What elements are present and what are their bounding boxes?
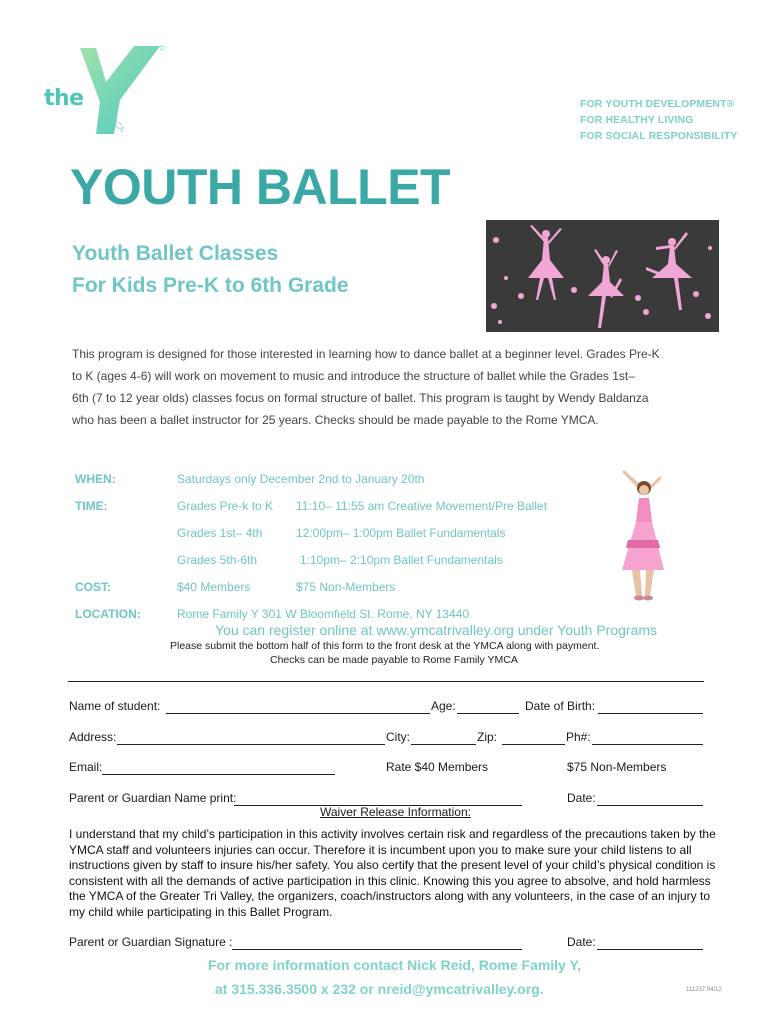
email-label: Email: — [69, 760, 103, 774]
cost-label: COST: — [75, 580, 111, 594]
tagline-healthy-living: FOR HEALTHY LIVING — [580, 114, 694, 126]
signature-field[interactable] — [232, 949, 522, 950]
date-field[interactable] — [597, 805, 703, 806]
age-label: Age: — [431, 699, 456, 713]
time-grade-2: Grades 1st– 4th — [177, 526, 263, 540]
form-code: 111237 04/12 — [686, 987, 722, 993]
dob-label: Date of Birth: — [525, 699, 596, 713]
rate-members: Rate $40 Members — [386, 760, 489, 774]
register-online-link[interactable]: You can register online at www.ymcatrivalley.org under Youth Programs — [215, 622, 658, 638]
time-slot-3: 1:10pm– 2:10pm Ballet Fundamentals — [300, 553, 503, 567]
when-label: WHEN: — [75, 472, 116, 486]
zip-label: Zip: — [477, 730, 498, 744]
address-field[interactable] — [117, 744, 385, 745]
subtitle-classes: Youth Ballet Classes — [72, 242, 279, 265]
girl-dancer-photo — [612, 470, 672, 605]
age-field[interactable] — [457, 713, 519, 714]
phone-label: Ph#: — [566, 730, 591, 744]
student-name-field[interactable] — [166, 713, 430, 714]
waiver-text: I understand that my child’s participation in this activity involves certain risk and regardless of the precautions taken by the YMCA staff and volunteers injuries can occur. Therefore it is incumbent upon you to make sure your child listens to all instructions given by staff to insure his/her safety. You also certify that the present level of your child’s physical condition is consistent with all the demands of active participation in this clinic. Knowing this you agree to absolve, and hold harmless the YMCA of the Greater Tri Valley, the organizers, coach/instructors along with any volunteers, in the case of an injury to my child while participating in this Ballet Program. — [69, 827, 716, 919]
date-label: Date: — [567, 791, 596, 805]
city-field[interactable] — [411, 744, 476, 745]
logo-text-ymca: YMCA — [104, 110, 127, 135]
logo-text-the: the — [44, 86, 84, 111]
tagline-social-responsibility: FOR SOCIAL RESPONSIBILITY — [580, 130, 738, 142]
address-label: Address: — [69, 730, 117, 744]
tagline-youth-development: FOR YOUTH DEVELOPMENT® — [580, 98, 735, 110]
guardian-print-label: Parent or Guardian Name print: — [69, 791, 237, 805]
zip-field[interactable] — [502, 744, 565, 745]
location-label: LOCATION: — [75, 607, 141, 621]
time-slot-1: 11:10– 11:55 am Creative Movement/Pre Ballet — [296, 499, 548, 513]
cost-nonmembers: $75 Non-Members — [296, 580, 396, 594]
student-name-label: Name of student: — [69, 699, 161, 713]
program-description: This program is designed for those interested in learning how to dance ballet at a beginner level. Grades Pre-K to K (ages 4-6) will work on movement to music and introduce the structure of ballet while the Grades 1st– 6th (7 to 12 year olds) classes focus on formal structure of ballet. This program is taught by Wendy Baldanza who has been a ballet instructor for 25 years. Checks should be made payable to the Rome YMCA. — [72, 347, 660, 427]
city-label: City: — [386, 730, 410, 744]
dob-field[interactable] — [598, 713, 703, 714]
checks-note: Checks can be made payable to Rome Family YMCA — [270, 654, 518, 666]
ballerina-silhouette-panel — [486, 220, 719, 332]
date2-field[interactable] — [597, 949, 703, 950]
form-divider — [68, 681, 704, 682]
time-grade-1: Grades Pre-k to K — [177, 499, 274, 513]
location-value: Rome Family Y 301 W Bloomfield St. Rome, NY 13440 — [177, 607, 470, 621]
waiver-heading: Waiver Release Information: — [320, 805, 471, 819]
time-label: TIME: — [75, 499, 108, 513]
phone-field[interactable] — [592, 744, 703, 745]
email-field[interactable] — [102, 774, 335, 775]
rate-nonmembers: $75 Non-Members — [567, 760, 667, 774]
page-title: YOUTH BALLET — [70, 159, 451, 215]
submit-note: Please submit the bottom half of this form to the front desk at the YMCA along with payment. — [170, 640, 600, 652]
contact-line-1: For more information contact Nick Reid, Rome Family Y, — [208, 957, 582, 973]
date2-label: Date: — [567, 935, 596, 949]
time-grade-3: Grades 5th-6th — [177, 553, 258, 567]
contact-line-2[interactable]: at 315.336.3500 x 232 or nreid@ymcatrivalley.org. — [215, 981, 544, 997]
time-slot-2: 12:00pm– 1:00pm Ballet Fundamentals — [296, 526, 506, 540]
signature-label: Parent or Guardian Signature : — [69, 935, 233, 949]
subtitle-grades: For Kids Pre-K to 6th Grade — [72, 274, 349, 297]
cost-members: $40 Members — [177, 580, 251, 594]
when-value: Saturdays only December 2nd to January 20th — [177, 472, 425, 486]
